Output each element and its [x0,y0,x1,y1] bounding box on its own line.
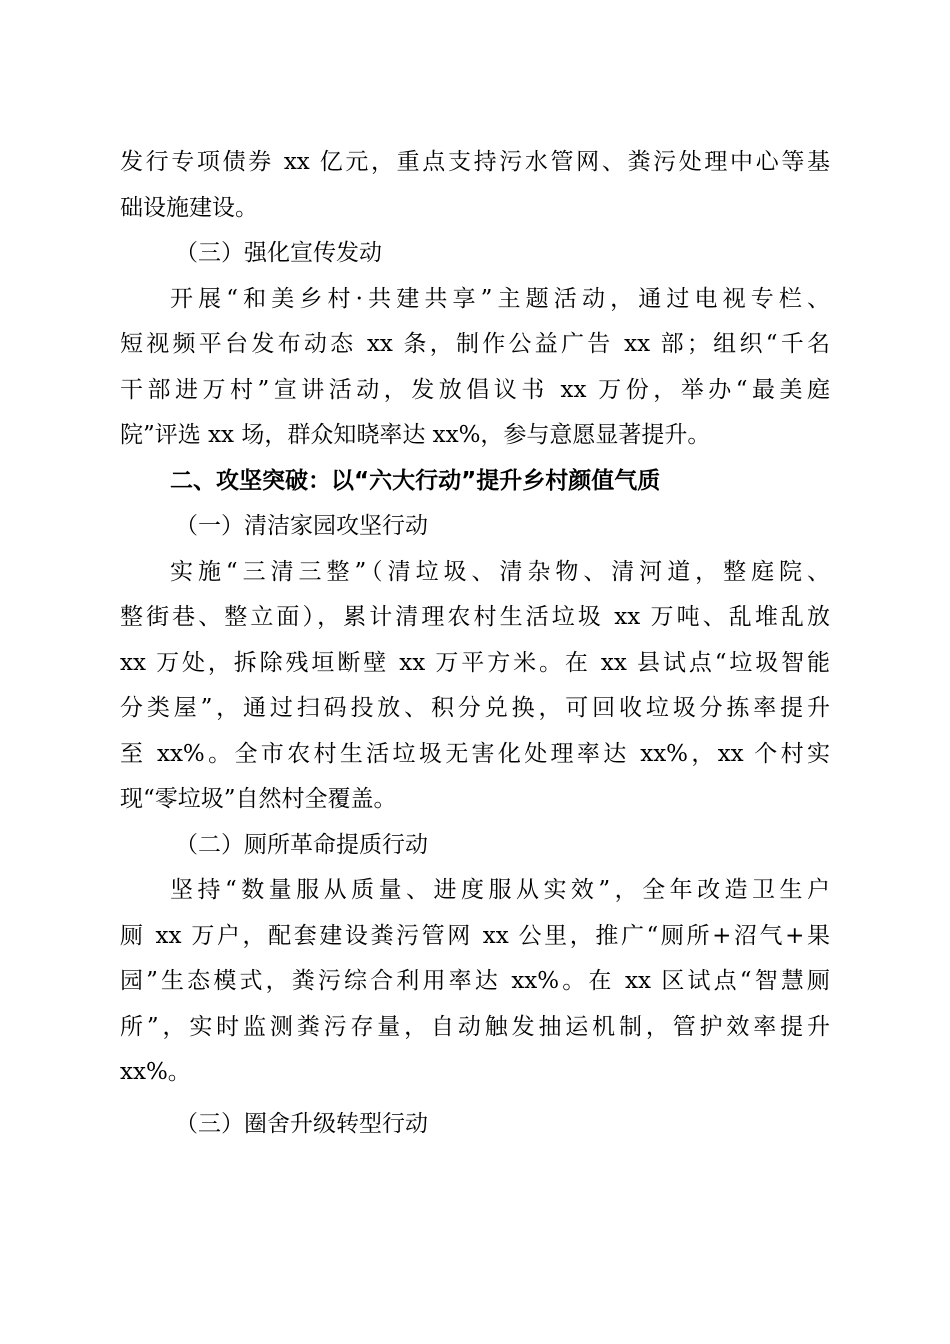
text-line: 所”，实时监测粪污存量，自动触发抽运机制，管护效率提升 [120,1013,830,1040]
document-page [120,140,830,1147]
text-line: 干部进万村”宣讲活动，发放倡议书 xx 万份，举办“最美庭 [120,376,830,403]
sub-heading-pen: （三）圈舍升级转型行动 [175,1110,428,1137]
text-line: 厕 xx 万户，配套建设粪污管网 xx 公里，推广“厕所+沼气+果 [120,922,830,949]
text-line: 现“零垃圾”自然村全覆盖。 [120,786,397,812]
text-line: 园”生态模式，粪污综合利用率达 xx%。在 xx 区试点“智慧厕 [120,968,830,994]
text-line: 础设施建设。 [120,194,258,221]
text-line: 整街巷、整立面），累计清理农村生活垃圾 xx 万吨、乱堆乱放 [120,604,830,630]
sub-heading-publicity: （三）强化宣传发动 [175,240,382,266]
text-line: xx 万处，拆除残垣断壁 xx 万平方米。在 xx 县试点“垃圾智能 [120,649,830,676]
paragraph-clean [120,550,830,823]
paragraph-funding [120,140,830,231]
text-line: 坚持“数量服从质量、进度服从实效”，全年改造卫生户 [170,877,830,903]
text-line: 开展“和美乡村·共建共享”主题活动，通过电视专栏、 [170,285,830,312]
text-line: xx%。 [120,1059,191,1085]
sub-heading-clean: （一）清洁家园攻坚行动 [175,513,428,539]
text-line: 实施“三清三整”（清垃圾、清杂物、清河道，整庭院、 [170,558,830,585]
text-line: 院”评选 xx 场，群众知晓率达 xx%，参与意愿显著提升。 [120,422,711,448]
paragraph-publicity [120,277,830,459]
section-heading-two: 二、攻坚突破：以“六大行动”提升乡村颜值气质 [170,467,661,494]
text-line: 分类屋”，通过扫码投放、积分兑换，可回收垃圾分拣率提升 [120,695,830,721]
sub-heading-toilet: （二）厕所革命提质行动 [175,831,428,858]
text-line: 短视频平台发布动态 xx 条，制作公益广告 xx 部；组织“千名 [120,331,830,357]
text-line: 至 xx%。全市农村生活垃圾无害化处理率达 xx%，xx 个村实 [120,740,830,767]
paragraph-toilet [120,868,830,1096]
text-line: 发行专项债券 xx 亿元，重点支持污水管网、粪污处理中心等基 [120,149,830,175]
